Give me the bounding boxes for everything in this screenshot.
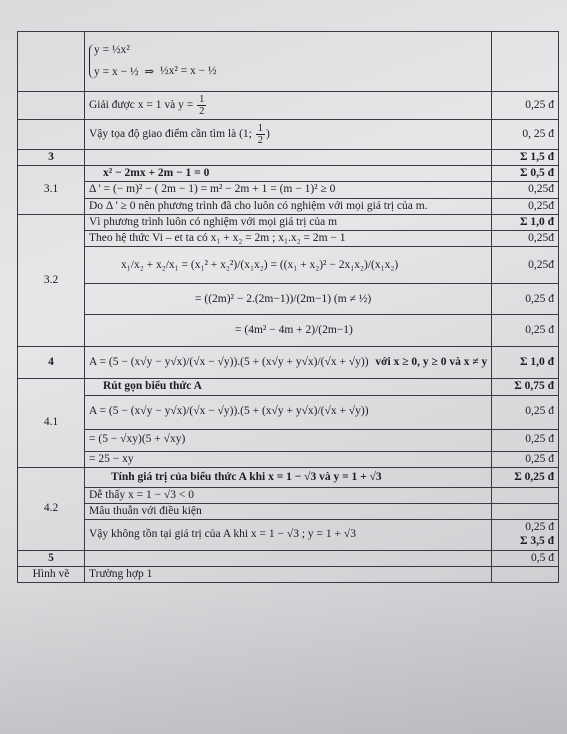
table-row bbox=[18, 284, 559, 315]
question-number: 4.2 bbox=[18, 467, 85, 550]
conclusion-line: Vậy không tồn tại giá trị của A khi x = 1 − √3 ; y = 1 + √3 bbox=[85, 520, 492, 551]
score: 0,25 đ bbox=[492, 429, 559, 451]
grading-table bbox=[17, 31, 559, 583]
table-row bbox=[18, 503, 559, 519]
table-row bbox=[18, 451, 559, 467]
score: Σ 1,0 đ bbox=[492, 347, 559, 379]
question-number: 3 bbox=[18, 150, 85, 166]
score: Σ 1,5 đ bbox=[492, 150, 559, 166]
paper-shadow bbox=[0, 584, 567, 734]
score: 0, 25 đ bbox=[492, 120, 559, 150]
table-row bbox=[18, 395, 559, 429]
case-label: Trường hợp 1 bbox=[85, 567, 492, 583]
expression-2: = ((2m)² − 2.(2m−1))/(2m−1) (m ≠ ½) bbox=[85, 284, 492, 315]
score: 0,25đ bbox=[492, 231, 559, 247]
table-row bbox=[18, 182, 559, 198]
vieta-line: Theo hệ thức Vi – et ta có x₁ + x₂ = 2m ; x₁.x₂ = 2m − 1 bbox=[85, 231, 492, 247]
system-line-1: y = ½x² bbox=[94, 44, 130, 57]
simplify-line: = (5 − √xy)(5 + √xy) bbox=[85, 429, 492, 451]
score: 0,25 đ bbox=[492, 395, 559, 429]
system-equation: ½x² = x − ½ bbox=[160, 65, 217, 78]
contradiction-line: Mâu thuẫn với điều kiện bbox=[85, 503, 492, 519]
score: Σ 0,75 đ bbox=[492, 379, 559, 395]
equation: x² − 2mx + 2m − 1 = 0 bbox=[85, 166, 492, 182]
table-row bbox=[18, 150, 559, 166]
solve-text: Giải được x = 1 và bbox=[89, 99, 176, 112]
table-row bbox=[18, 32, 559, 92]
system-line-2: y = x − ½ bbox=[94, 65, 139, 78]
question-number: 4 bbox=[18, 347, 85, 379]
conclusion-line: Do Δ ' ≥ 0 nên phương trình đã cho luôn có nghiệm với mọi giá trị của m. bbox=[85, 198, 492, 214]
score: Σ 0,5 đ bbox=[492, 166, 559, 182]
table-row bbox=[18, 198, 559, 214]
intersection-fraction: $\frac{1}{2}$ bbox=[257, 122, 263, 146]
score: Σ 0,25 đ bbox=[492, 467, 559, 487]
y-fraction: $\frac{1}{2}$ bbox=[199, 93, 205, 117]
table-row bbox=[18, 550, 559, 566]
table-row: Vậy tọa độ giao điểm cần tìm là (1; $\frac{1}{2}$ ) 0, 25 đ bbox=[18, 120, 559, 150]
score: 0,25 đ bbox=[492, 451, 559, 467]
expression-A: A = (5 − (x√y − y√x)/(√x − √y)).(5 + (x√y + y√x)/(√x + √y)) bbox=[85, 395, 492, 429]
system-brace bbox=[89, 44, 139, 78]
expression-1: x₁/x₂ + x₂/x₁ = (x₁² + x₂²)/(x₁x₂) = ((x₁ + x₂)² − 2x₁x₂)/(x₁x₂) bbox=[85, 247, 492, 284]
score: Σ 1,0 đ bbox=[492, 214, 559, 230]
condition: với x ≥ 0, y ≥ 0 và x ≠ y bbox=[375, 356, 488, 369]
table-row bbox=[18, 166, 559, 182]
score: 0,25 đ bbox=[492, 284, 559, 315]
observation-line: Dễ thấy x = 1 − √3 < 0 bbox=[85, 487, 492, 503]
y-label: y = bbox=[178, 99, 194, 112]
table-row bbox=[18, 520, 559, 551]
table-row bbox=[18, 92, 559, 120]
score: 0,5 đ bbox=[492, 550, 559, 566]
expression-A: A = (5 − (x√y − y√x)/(√x − √y)).(5 + (x√y + y√x)/(√x + √y)) bbox=[89, 356, 369, 369]
table-row bbox=[18, 379, 559, 395]
score: 0,25 đ bbox=[492, 92, 559, 120]
question-number: 4.1 bbox=[18, 379, 85, 467]
question-number: 3.1 bbox=[18, 166, 85, 215]
delta-line: Δ ' = (− m)² − ( 2m − 1) = m² − 2m + 1 = (m − 1)² ≥ 0 bbox=[85, 182, 492, 198]
implies-symbol: ⇒ bbox=[144, 65, 155, 78]
table-row bbox=[18, 487, 559, 503]
table-row bbox=[18, 467, 559, 487]
vieta-intro: Vì phương trình luôn có nghiệm với mọi giá trị của m bbox=[85, 214, 492, 230]
score: 0,25 đ bbox=[525, 521, 554, 534]
score: 0,25đ bbox=[492, 198, 559, 214]
table-row bbox=[18, 315, 559, 347]
part-title: Tính giá trị của biểu thức A khi x = 1 − √3 và y = 1 + √3 bbox=[85, 467, 492, 487]
table-row bbox=[18, 247, 559, 284]
table-row bbox=[18, 231, 559, 247]
figure-label: Hình vẽ bbox=[18, 567, 85, 583]
result-line: = 25 − xy bbox=[85, 451, 492, 467]
score: 0,25 đ bbox=[492, 315, 559, 347]
table-row bbox=[18, 347, 559, 379]
question-number: 5 bbox=[18, 550, 85, 566]
score: 0,25đ bbox=[492, 247, 559, 284]
expression-3: = (4m² − 4m + 2)/(2m−1) bbox=[85, 315, 492, 347]
table-row bbox=[18, 214, 559, 230]
table-row bbox=[18, 429, 559, 451]
question-number: 3.2 bbox=[18, 214, 85, 346]
intersection-text: Vậy tọa độ giao điểm cần tìm là (1; bbox=[89, 128, 252, 141]
part-title: Rút gọn biểu thức A bbox=[85, 379, 492, 395]
score: 0,25đ bbox=[492, 182, 559, 198]
score: Σ 3,5 đ bbox=[519, 534, 554, 547]
table-row bbox=[18, 567, 559, 583]
system-cell bbox=[85, 32, 492, 92]
